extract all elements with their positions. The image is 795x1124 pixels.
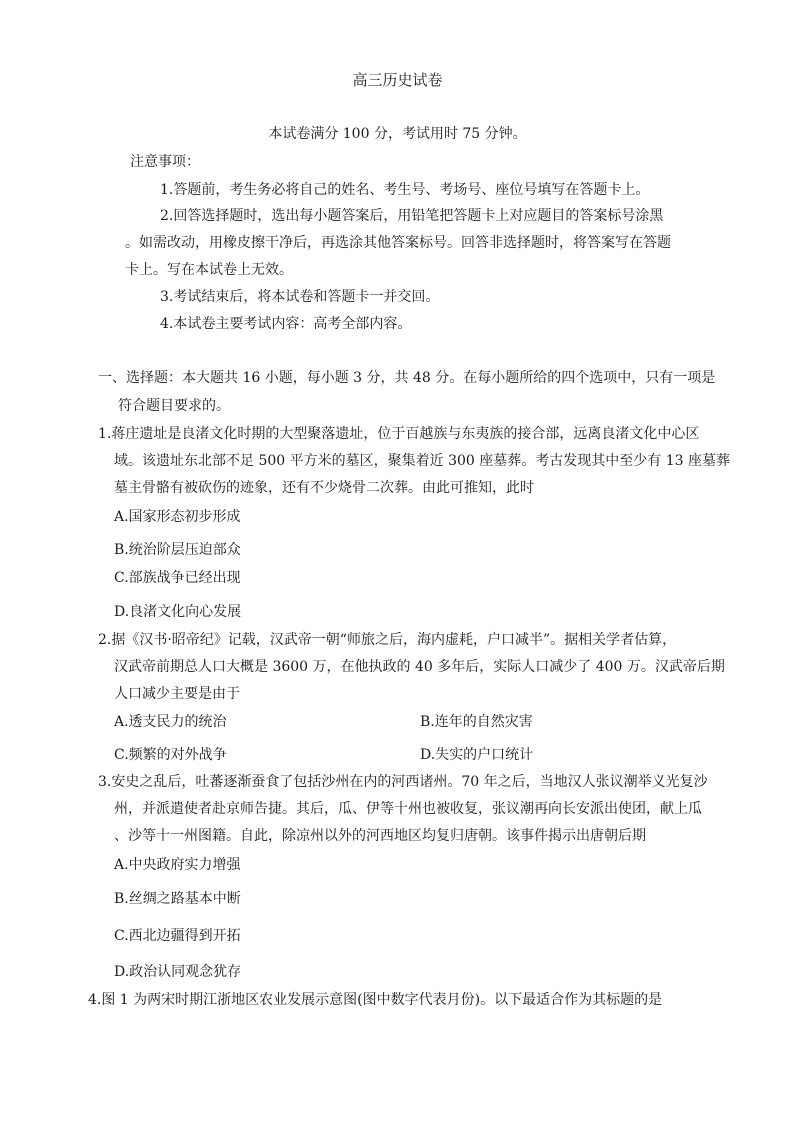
notice-item-continuation: 卡上。写在本试卷上无效。 bbox=[125, 262, 293, 278]
notice-item: 1.答题前，考生务必将自己的姓名、考生号、考场号、座位号填写在答题卡上。 bbox=[160, 182, 650, 198]
question-1-option-c: C.部族战争已经出现 bbox=[114, 570, 241, 586]
notice-item: 3.考试结束后，将本试卷和答题卡一并交回。 bbox=[160, 289, 440, 305]
notice-item: 2.回答选择题时，选出每小题答案后，用铅笔把答题卡上对应题目的答案标号涂黑 bbox=[160, 208, 664, 224]
notice-item: 4.本试卷主要考试内容：高考全部内容。 bbox=[160, 316, 412, 332]
question-1-text: 1.蒋庄遗址是良渚文化时期的大型聚落遗址，位于百越族与东夷族的接合部，远离良渚文化中心区 bbox=[98, 426, 700, 442]
question-2-text: 人口减少主要是由于 bbox=[114, 686, 240, 702]
question-1-text: 域。该遗址东北部不足 500 平方米的墓区，聚集着近 300 座墓葬。考古发现其中至少有 13 座墓葬 bbox=[114, 453, 730, 469]
section-heading: 一、选择题：本大题共 16 小题，每小题 3 分，共 48 分。在每小题所给的四个选项中，只有一项是 bbox=[98, 370, 716, 386]
question-1-option-d: D.良渚文化向心发展 bbox=[114, 604, 242, 620]
question-2-option-c: C.频繁的对外战争 bbox=[114, 747, 227, 763]
exam-subtitle: 本试卷满分 100 分，考试用时 75 分钟。 bbox=[268, 126, 527, 142]
notice-item-continuation: 。如需改动，用橡皮擦干净后，再选涂其他答案标号。回答非选择题时，将答案写在答题 bbox=[125, 235, 671, 251]
question-2-option-b: B.连年的自然灾害 bbox=[420, 714, 533, 730]
exam-title: 高三历史试卷 bbox=[352, 71, 443, 89]
question-1-text: 墓主骨骼有被砍伤的迹象，还有不少烧骨二次葬。由此可推知，此时 bbox=[114, 480, 534, 496]
notice-heading: 注意事项： bbox=[130, 154, 200, 170]
question-3-text: 3.安史之乱后，吐蕃逐渐蚕食了包括沙州在内的河西诸州。70 年之后，当地汉人张议潮举义光复沙 bbox=[98, 774, 708, 790]
question-2-text: 2.据《汉书·昭帝纪》记载，汉武帝一朝“师旅之后，海内虚耗，户口减半”。据相关学者估算， bbox=[98, 632, 677, 648]
question-3-option-b: B.丝绸之路基本中断 bbox=[114, 891, 241, 907]
question-3-option-d: D.政治认同观念犹存 bbox=[114, 964, 242, 980]
question-3-option-a: A.中央政府实力增强 bbox=[114, 857, 241, 873]
question-2-option-d: D.失实的户口统计 bbox=[420, 747, 534, 763]
section-heading-continuation: 符合题目要求的。 bbox=[118, 398, 230, 414]
question-4-text: 4.图 1 为两宋时期江浙地区农业发展示意图(图中数字代表月份)。以下最适合作为其标题的是 bbox=[88, 992, 663, 1008]
question-2-option-a: A.透支民力的统治 bbox=[114, 714, 227, 730]
question-1-option-a: A.国家形态初步形成 bbox=[114, 509, 241, 525]
question-2-text: 汉武帝前期总人口大概是 3600 万，在他执政的 40 多年后，实际人口减少了 400 万。汉武帝后期 bbox=[114, 659, 725, 675]
question-3-text: 、沙等十一州图籍。自此，除凉州以外的河西地区均复归唐朝。该事件揭示出唐朝后期 bbox=[114, 828, 646, 844]
question-3-option-c: C.西北边疆得到开拓 bbox=[114, 928, 241, 944]
question-1-option-b: B.统治阶层压迫部众 bbox=[114, 542, 241, 558]
question-3-text: 州，并派遣使者赴京师告捷。其后，瓜、伊等十州也被收复，张议潮再向长安派出使团，献上瓜 bbox=[114, 801, 702, 817]
